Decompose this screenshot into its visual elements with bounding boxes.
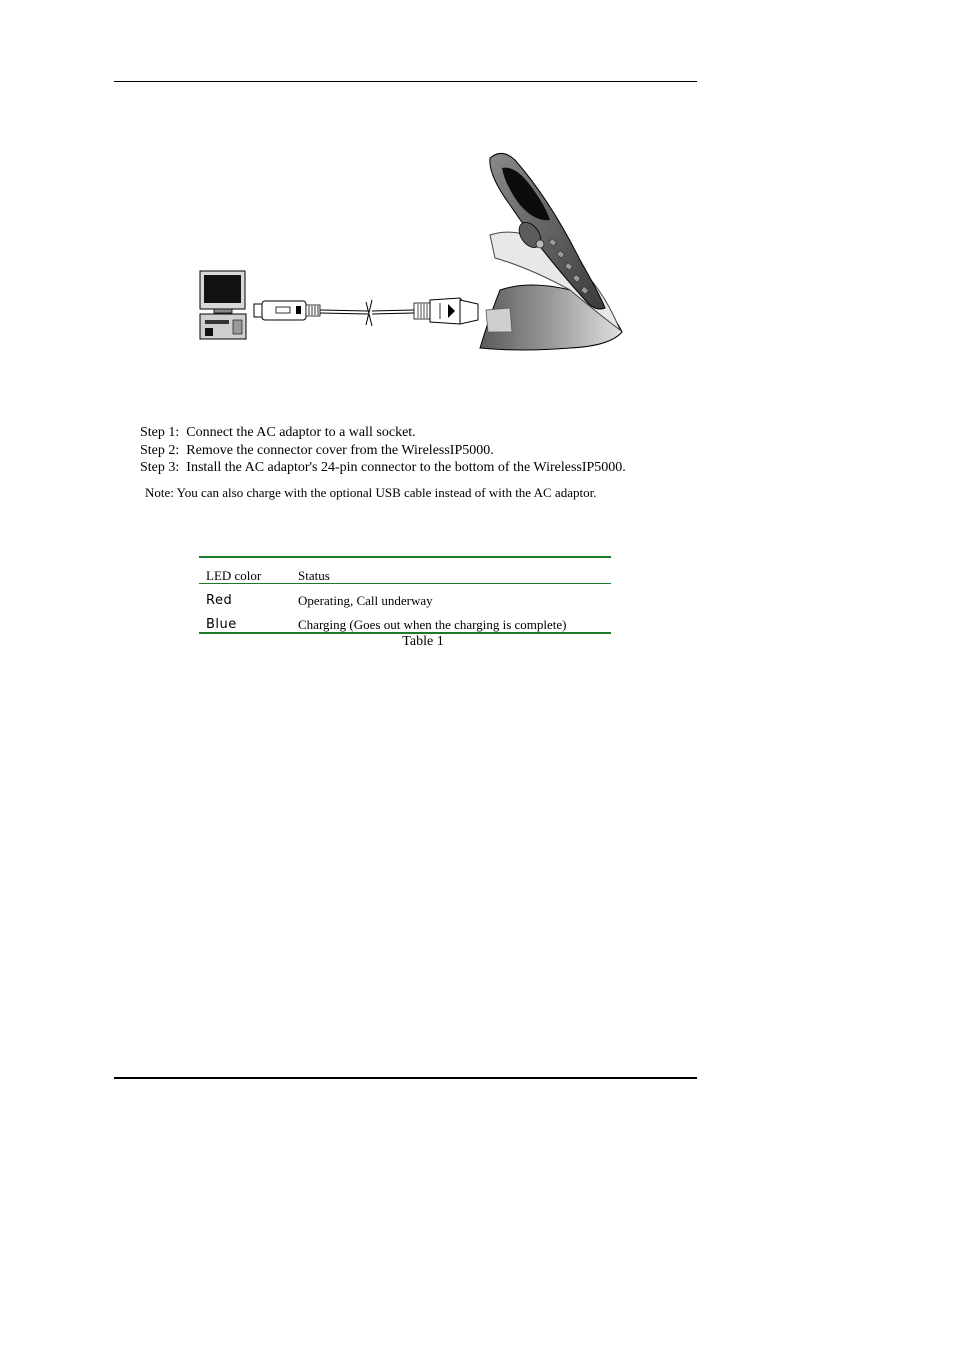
header-led-color: LED color — [206, 568, 262, 583]
led-status-cell: Charging (Goes out when the charging is complete) — [298, 617, 567, 632]
header-rule — [114, 81, 697, 82]
led-color-cell: Red — [206, 593, 233, 608]
header-status: Status — [298, 568, 330, 583]
step-item — [140, 424, 626, 442]
table-row — [199, 608, 611, 632]
step-item — [140, 459, 626, 477]
cable — [320, 300, 414, 326]
table-row — [199, 584, 611, 608]
led-status-cell: Operating, Call underway — [298, 593, 433, 608]
step-text: Install the AC adaptor's 24-pin connector to the bottom of the WirelessIP5000. — [186, 460, 626, 475]
footer-rule — [114, 1077, 697, 1079]
step-label: Step 1: — [140, 425, 180, 440]
computer-icon — [200, 271, 246, 339]
step-item — [140, 442, 626, 460]
table-header-row — [199, 558, 611, 584]
note-text: Note: You can also charge with the optional USB cable instead of with the AC adaptor. — [145, 485, 597, 500]
pin-connector-icon — [414, 298, 478, 324]
led-status-table — [199, 556, 611, 634]
usb-plug-icon — [254, 301, 320, 320]
step-label: Step 3: — [140, 460, 180, 475]
step-list — [140, 424, 626, 477]
step-label: Step 2: — [140, 442, 180, 458]
led-color-cell: Blue — [206, 617, 237, 632]
step-text: Remove the connector cover from the WirelessIP5000. — [186, 442, 494, 458]
table-caption: Table 1 — [402, 634, 444, 649]
step-text: Connect the AC adaptor to a wall socket. — [186, 425, 416, 440]
usb-charging-illustration — [190, 140, 640, 360]
